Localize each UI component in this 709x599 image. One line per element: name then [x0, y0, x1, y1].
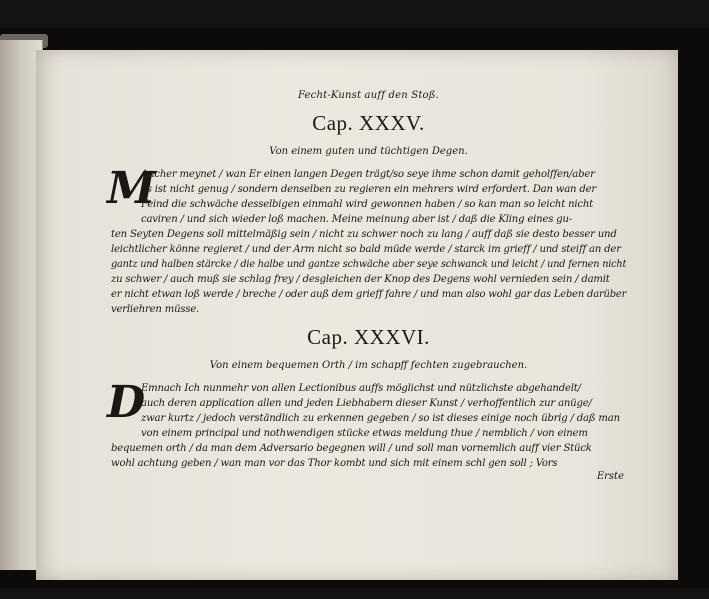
page-content	[107, 90, 627, 482]
text-line: caviren / und sich wieder loß machen. Meine meinung aber ist / daß die Kling eines gu-	[141, 214, 573, 225]
text-line: wohl achtung geben / wan man vor das Thor kombt und sich mit einem schl gen soll ; Vors	[111, 458, 558, 469]
text-line: verliehren müsse.	[111, 304, 200, 315]
text-line: bequemen orth / da man dem Adversario begegnen will / und soll man vornemlich auff vier Stück	[111, 443, 592, 454]
text-line: ten Seyten Degens soll mittelmäßig sein / nicht zu schwer noch zu lang / auff daß sie desto besser und	[111, 229, 617, 240]
chapter-title: Cap. XXXVI.	[307, 325, 430, 349]
drop-cap: M	[107, 163, 156, 214]
chapter-subtitle: Von einem bequemen Orth / im schapff fechten zugebrauchen.	[209, 360, 528, 371]
text-line: zu schwer / auch muß sie schlag frey / desgleichen der Knop des Degens wohl vernieden sein / damit	[111, 274, 610, 285]
drop-cap: D	[107, 377, 145, 428]
text-line: Feind die schwäche desselbigen einmahl wird gewonnen haben / so kan man so leicht nicht	[141, 199, 594, 210]
book-page	[36, 50, 678, 580]
chapter-subtitle: Von einem guten und tüchtigen Degen.	[269, 146, 468, 157]
text-line: Ancher meynet / wan Er einen langen Degen trägt/so seye ihme schon damit geholffen/aber	[141, 169, 595, 180]
chapter-paragraph	[107, 377, 626, 471]
catchword: Erste	[596, 471, 624, 482]
chapter-35	[107, 111, 627, 317]
text-line: gantz und halben stärcke / die halbe und gantze schwäche aber seye schwanck und leicht / und fernen nicht	[111, 259, 627, 270]
running-head: Fecht-Kunst auff den Stoß.	[297, 90, 440, 101]
text-line: zwar kurtz / jedoch verständlich zu erkennen gegeben / so ist dieses einige noch übrig / daß man	[141, 413, 620, 424]
text-line: er nicht etwan loß werde / breche / oder auß dem grieff fahre / und man also wohl gar das Leben darüber	[111, 289, 627, 300]
chapter-36	[107, 325, 626, 482]
text-line: es ist nicht genug / sondern denselben zu regieren ein mehrers wird erfordert. Dan wan der	[141, 184, 597, 195]
text-line: leichtlicher könne regieret / und der Arm nicht so bald müde werde / starck im grieff / und steiff an der	[111, 244, 621, 255]
text-line: von einem principal und nothwendigen stücke etwas meldung thue / nemblich / von einem	[141, 428, 588, 439]
text-line: Emnach Ich nunmehr von allen Lectionibus auffs möglichst und nützlichste abgehandelt/	[141, 383, 581, 394]
chapter-paragraph	[107, 163, 627, 317]
chapter-title: Cap. XXXV.	[312, 111, 425, 135]
text-line: auch deren application allen und jeden Liebhabern dieser Kunst / verhoffentlich zur anüge/	[141, 398, 592, 409]
